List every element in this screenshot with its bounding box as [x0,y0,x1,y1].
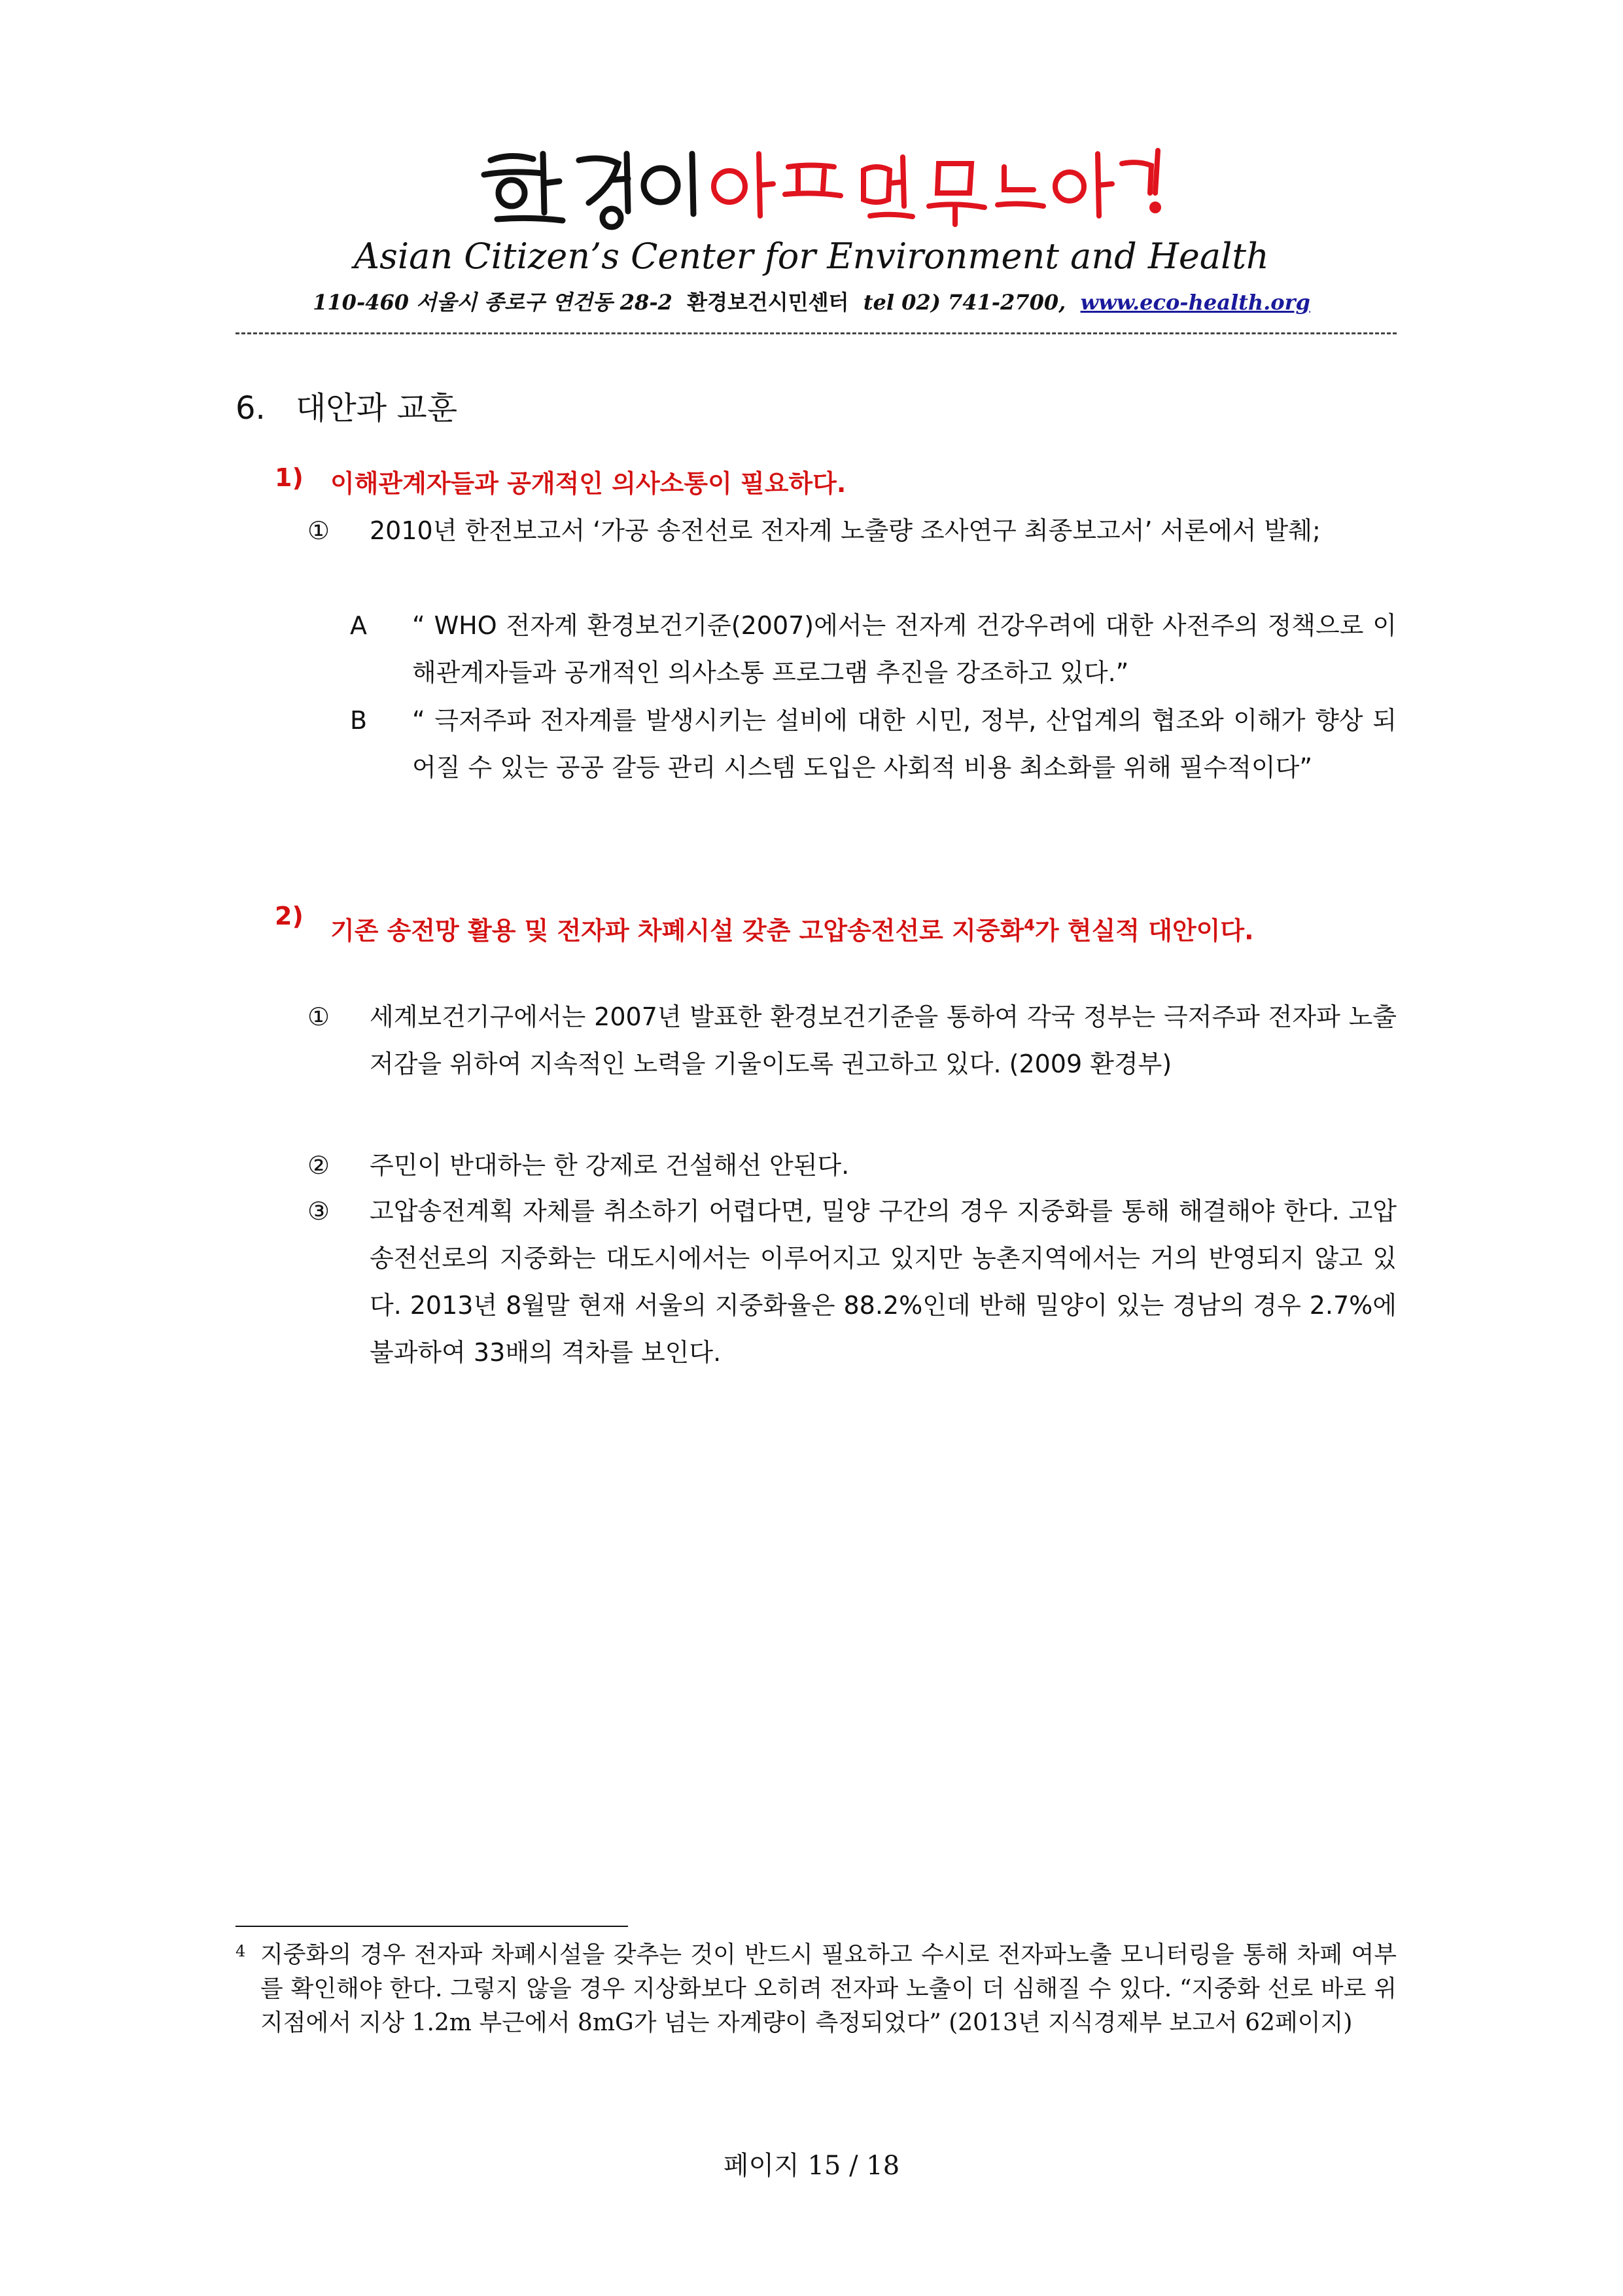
slogan-logo [471,134,1164,232]
item1-heading: 이해관계자들과 공개적인 의사소통이 필요하다. [330,469,846,498]
item2-sub1-marker: ① [307,1002,330,1031]
org-phone: tel 02) 741-2700, [863,290,1066,315]
page-number: 페이지 15 / 18 [723,2151,900,2181]
footnote-divider [236,1926,628,1927]
item2-sub2-marker: ② [307,1151,330,1180]
org-name: Asian Citizen’s Center for Environment and Health [354,236,1269,277]
item2-sub2-text: 주민이 반대하는 한 강제로 건설해선 안된다. [370,1151,850,1180]
org-name-korean: 환경보건시민센터 [687,290,849,315]
org-website-link[interactable]: www.eco-health.org [1080,290,1310,315]
section-title [236,383,457,428]
org-contact-line [0,286,1623,316]
item2-sub3-text: 고압송전계획 자체를 취소하기 어렵다면, 밀양 구간의 경우 지중화를 통해 해결해야 한다. 고압송전선로의 지중화는 대도시에서는 이루어지고 있지만 농촌지역에서는 거의 반영되지 않고 있다. 2013년 8월말 현재 서울의 지중화율은 88.2%인데 반해 밀양이 있는 경남의 경우 2.7%에 불과하여 33배의 격차를 보인다. [370,1197,1397,1367]
section-title-text: 대안과 교훈 [296,390,458,427]
quote-a-text: “ WHO 전자계 환경보건기준(2007)에서는 전자계 건강우려에 대한 사전주의 정책으로 이해관계자들과 공개적인 의사소통 프로그램 추진을 강조하고 있다.” [412,611,1397,687]
section-number: 6. [236,390,266,427]
item2-sub3-marker: ③ [307,1197,330,1226]
quote-b-text: “ 극저주파 전자계를 발생시키는 설비에 대한 시민, 정부, 산업계의 협조와 이해가 향상 되어질 수 있는 공공 갈등 관리 시스템 도입은 사회적 비용 최소화를 위해 필수적이다” [412,706,1397,782]
item1-number: 1) [275,463,304,492]
quote-b-marker: B [350,706,368,735]
footnote-ref[interactable]: 4 [1024,916,1035,934]
item2-sub1-text: 세계보건기구에서는 2007년 발표한 환경보건기준을 통하여 각국 정부는 극저주파 전자파 노출저감을 위하여 지속적인 노력을 기울이도록 권고하고 있다. (2009 환경부) [370,1002,1397,1078]
quote-a-marker: A [350,611,367,640]
footnote-text: 지중화의 경우 전자파 차폐시설을 갖추는 것이 반드시 필요하고 수시로 전자파노출 모니터링을 통해 차폐 여부를 확인해야 한다. 그렇지 않을 경우 지상화보다 오히려 전자파 노출이 더 심해질 수 있다. “지중화 선로 바로 위 지점에서 지상 1.2m 부근에서 8mG가 넘는 자계량이 측정되었다” (2013년 지식경제부 보고서 62페이지) [260,1941,1397,2036]
item1-sub-marker: ① [307,516,330,545]
item2-number: 2) [275,902,304,930]
footnote-marker: 4 [236,1942,246,1960]
header-divider [236,332,1397,334]
footnote [236,1938,1397,2040]
item2-heading [330,902,1397,955]
item2-heading-part1: 기존 송전망 활용 및 전자파 차폐시설 갖춘 고압송전선로 지중화 [330,916,1024,945]
item1-sub-text: 2010년 한전보고서 ‘가공 송전선로 전자계 노출량 조사연구 최종보고서’ 서론에서 발췌; [370,516,1321,545]
org-address: 110-460 서울시 종로구 연건동 28-2 [313,290,672,315]
item2-heading-part2: 가 현실적 대안이다. [1034,916,1254,945]
